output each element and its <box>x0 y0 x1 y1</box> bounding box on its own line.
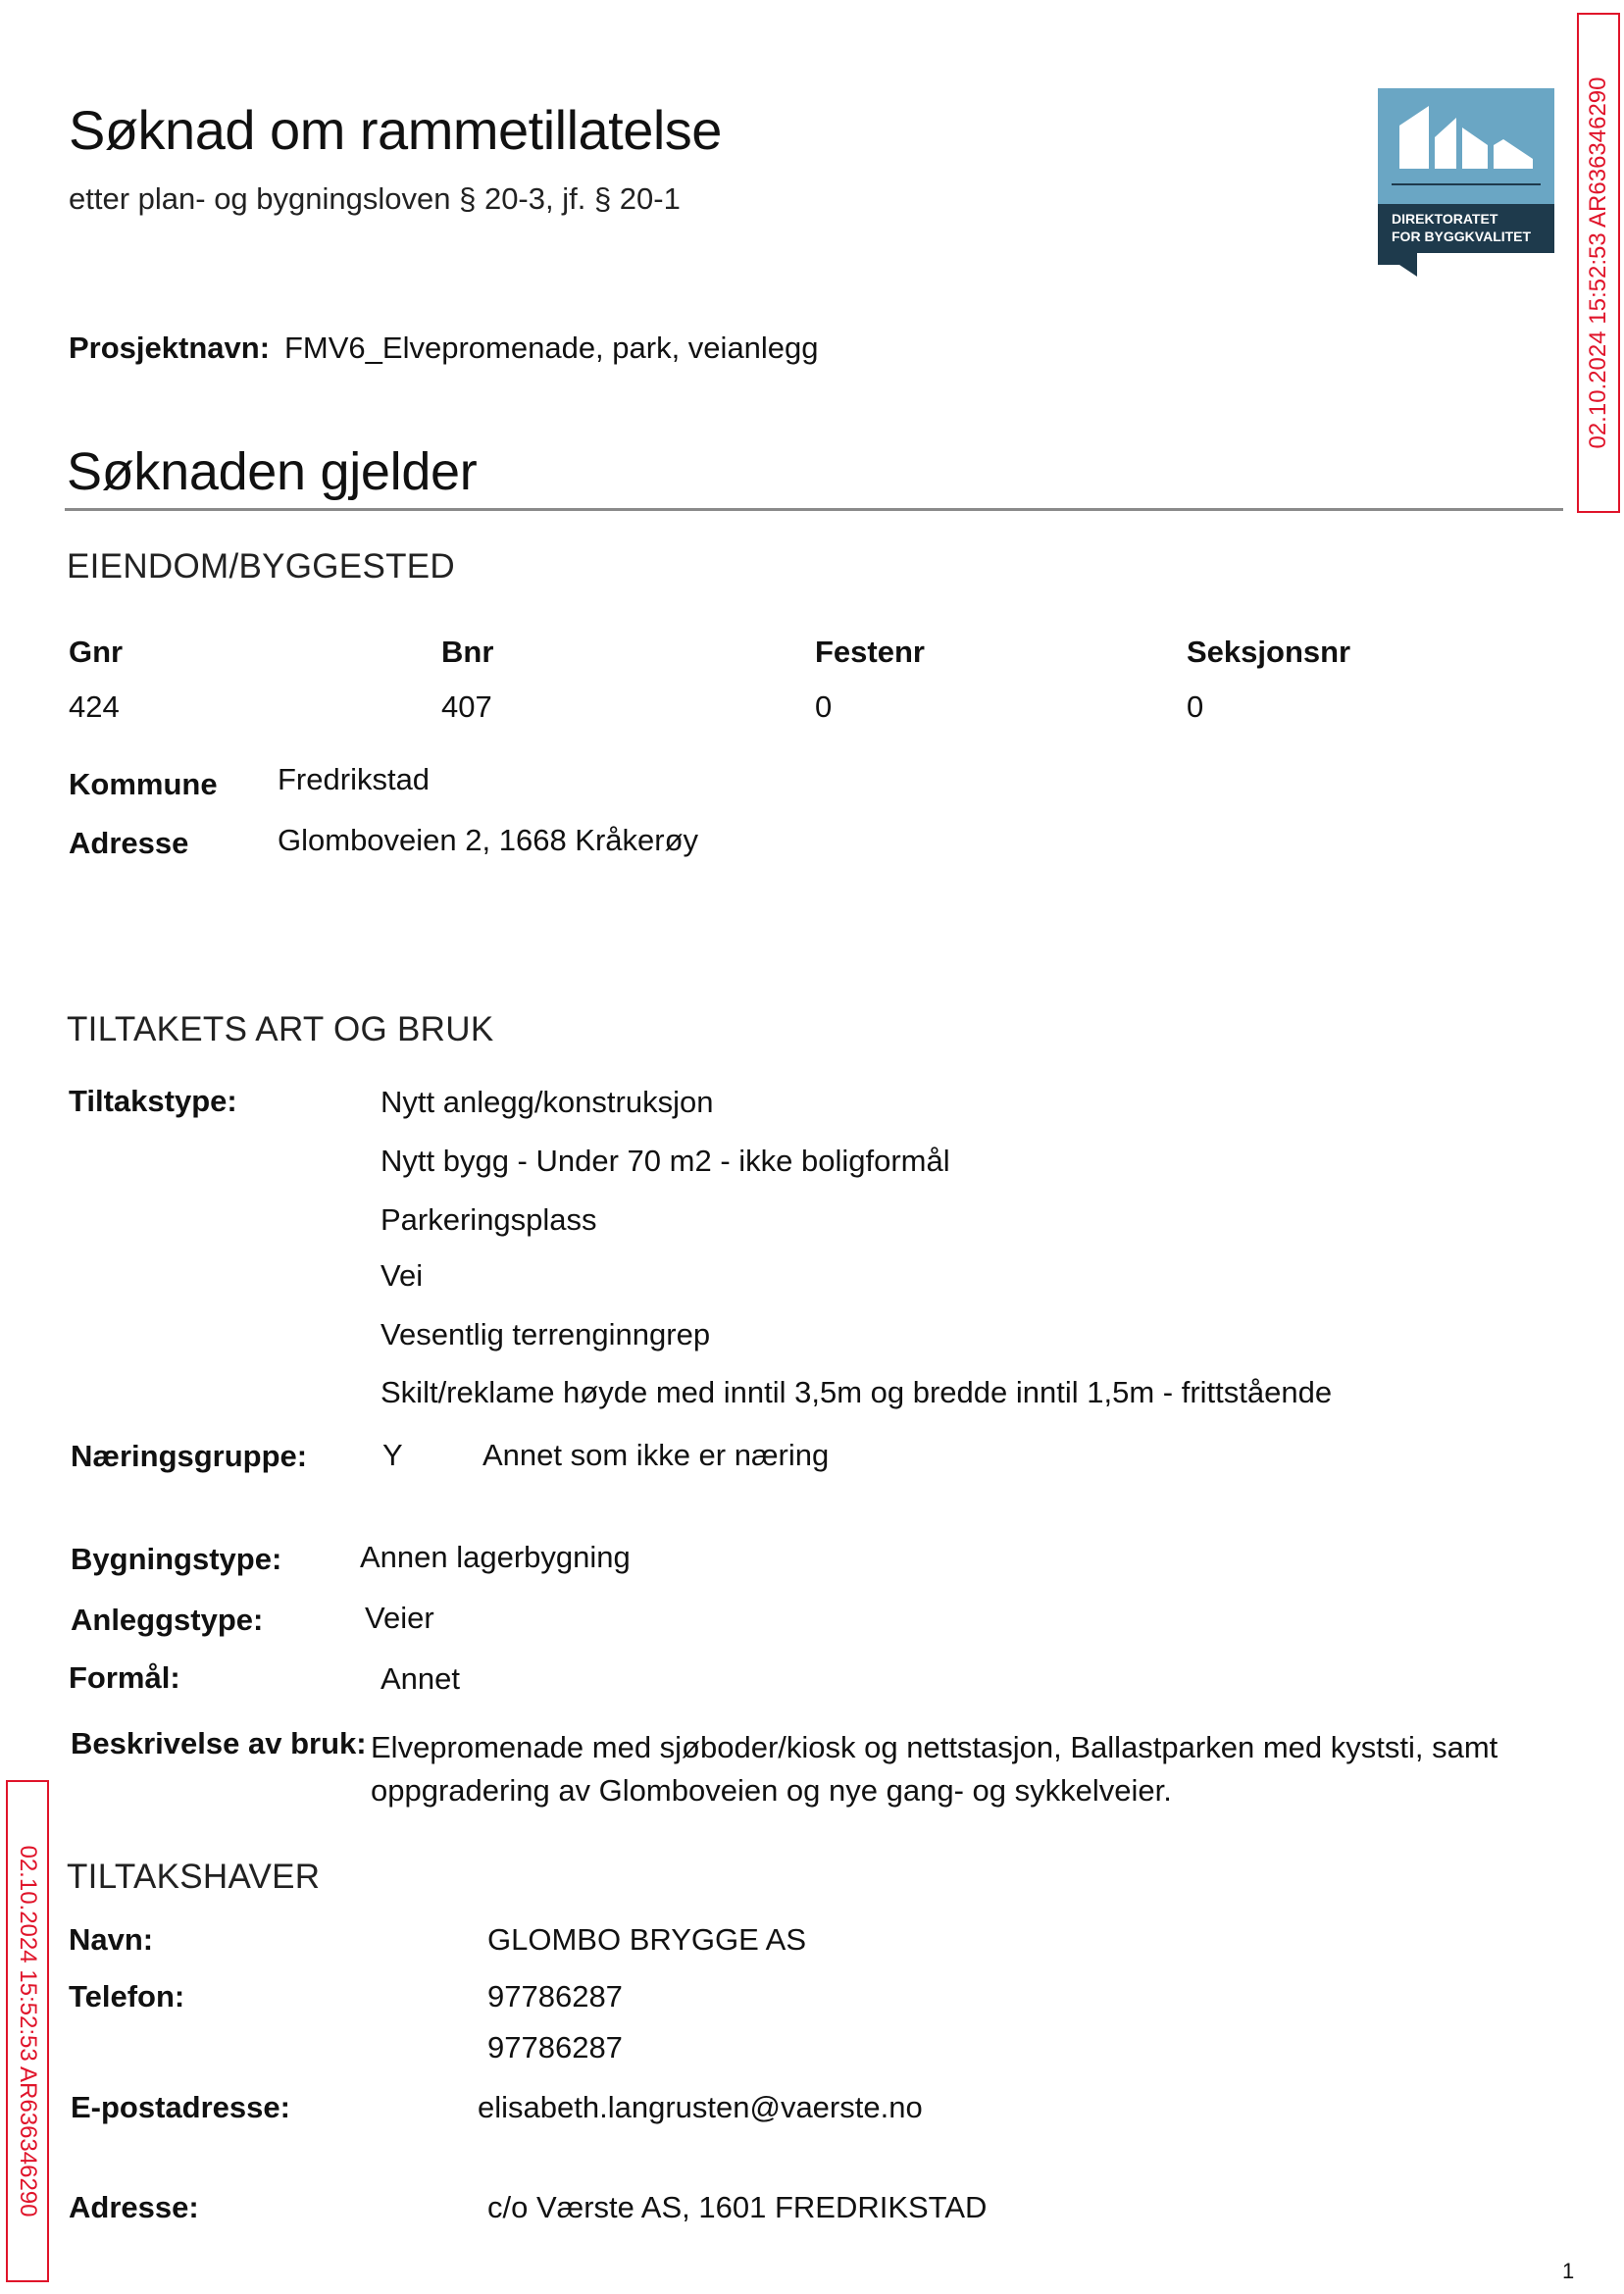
bygningstype-value: Annen lagerbygning <box>360 1540 631 1574</box>
tiltakshaver-adresse-label: Adresse: <box>69 2190 199 2224</box>
navn-label: Navn: <box>69 1922 154 1957</box>
archive-stamp-right <box>1577 13 1620 513</box>
archive-stamp-left-text: 02.10.2024 15:52:53 AR636346290 <box>15 1845 41 2218</box>
page-number: 1 <box>1562 2259 1575 2283</box>
tiltakstype-item: Nytt anlegg/konstruksjon <box>381 1085 714 1119</box>
epost-label: E-postadresse: <box>71 2090 290 2124</box>
anleggstype-value: Veier <box>365 1601 434 1635</box>
document-subtitle: etter plan- og bygningsloven § 20-3, jf. § 20-1 <box>69 181 681 216</box>
epost-value: elisabeth.langrusten@vaerste.no <box>478 2090 923 2124</box>
festenr-label: Festenr <box>815 635 925 669</box>
telefon-value: 97786287 <box>487 1979 623 2014</box>
beskrivelse-value: Elvepromenade med sjøboder/kiosk og nettstasjon, Ballastparken med kyststi, samt oppgradering av Glomboveien og nye gang- og sykkelveier. <box>371 1730 1498 1808</box>
tiltakstype-item: Vei <box>381 1258 424 1293</box>
tiltakstype-item: Nytt bygg - Under 70 m2 - ikke boligformål <box>381 1144 950 1178</box>
project-value: FMV6_Elvepromenade, park, veianlegg <box>284 331 819 365</box>
naeringsgruppe-text: Annet som ikke er næring <box>482 1438 830 1472</box>
dibk-logo <box>1378 88 1554 281</box>
anleggstype-label: Anleggstype: <box>71 1603 264 1637</box>
formaal-label: Formål: <box>69 1660 180 1695</box>
gnr-label: Gnr <box>69 635 124 669</box>
kommune-label: Kommune <box>69 767 218 801</box>
tiltakstype-item: Vesentlig terrenginngrep <box>381 1317 711 1351</box>
beskrivelse-label: Beskrivelse av bruk: <box>71 1726 367 1760</box>
festenr-value: 0 <box>815 689 833 724</box>
seksjonsnr-label: Seksjonsnr <box>1187 635 1351 669</box>
navn-value: GLOMBO BRYGGE AS <box>487 1922 807 1957</box>
archive-stamp-left <box>6 1780 49 2282</box>
formaal-value: Annet <box>381 1661 461 1696</box>
adresse-label: Adresse <box>69 826 189 860</box>
logo-line1: DIREKTORATET <box>1392 211 1498 227</box>
tiltakstype-label: Tiltakstype: <box>69 1084 237 1118</box>
bnr-value: 407 <box>441 689 492 724</box>
kommune-value: Fredrikstad <box>278 762 431 796</box>
seksjonsnr-value: 0 <box>1187 689 1204 724</box>
gnr-value: 424 <box>69 689 120 724</box>
tiltakstype-item: Skilt/reklame høyde med inntil 3,5m og bredde inntil 1,5m - frittstående <box>381 1375 1333 1409</box>
tiltakshaver-adresse-value: c/o Værste AS, 1601 FREDRIKSTAD <box>487 2190 988 2224</box>
section-divider <box>65 508 1563 511</box>
archive-stamp-right-text: 02.10.2024 15:52:53 AR636346290 <box>1585 76 1611 449</box>
naeringsgruppe-label: Næringsgruppe: <box>71 1439 308 1473</box>
tiltak-heading: TILTAKETS ART OG BRUK <box>67 1010 494 1048</box>
bygningstype-label: Bygningstype: <box>71 1542 282 1576</box>
adresse-value: Glomboveien 2, 1668 Kråkerøy <box>278 823 699 857</box>
project-label: Prosjektnavn: <box>69 331 271 365</box>
telefon-value-2: 97786287 <box>487 2030 623 2065</box>
document-title: Søknad om rammetillatelse <box>69 99 722 161</box>
dibk-logo-graphic <box>1378 88 1554 277</box>
bnr-label: Bnr <box>441 635 494 669</box>
tiltakshaver-heading: TILTAKSHAVER <box>67 1858 321 1896</box>
section-heading: Søknaden gjelder <box>67 442 478 501</box>
naeringsgruppe-code: Y <box>382 1438 403 1472</box>
property-heading: EIENDOM/BYGGESTED <box>67 547 455 586</box>
tiltakstype-item: Parkeringsplass <box>381 1202 597 1237</box>
logo-line2: FOR BYGGKVALITET <box>1392 229 1532 244</box>
telefon-label: Telefon: <box>69 1979 185 2014</box>
